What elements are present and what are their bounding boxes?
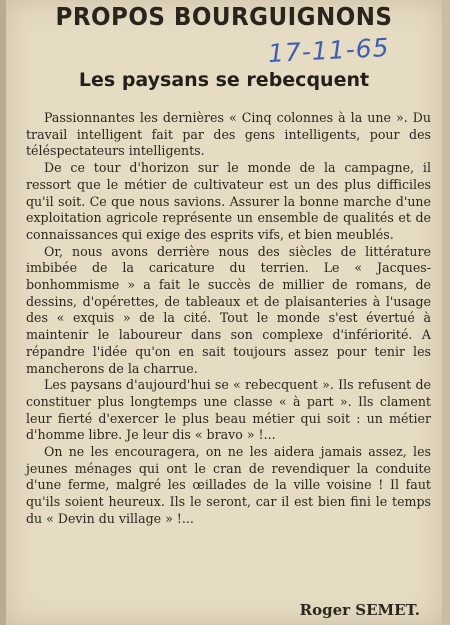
paragraph: On ne les encouragera, on ne les aidera jamais assez, les jeunes ménages qui ont le cran de revendiquer la conduite d'une ferme, malgré les œillades de la ville voisine ! Il faut qu'ils soient heureux. Ils le seront, car il est bien fini le temps du « Devin du village » !...: [26, 444, 431, 526]
author-signature: Roger SEMET.: [299, 601, 420, 619]
handwritten-date: 17-11-65: [267, 32, 391, 69]
paragraph: Passionnantes les dernières « Cinq colonnes à la une ». Du travail intelligent fait par des gens intelligents, pour des téléspectateurs intelligents.: [26, 110, 431, 159]
paragraph: Les paysans d'aujourd'hui se « rebecquent ». Ils refusent de constituer plus longtemps une classe « à part ». Ils clament leur fierté d'exercer le plus beau métier qui soit : un métier d'homme libre. Je leur dis « bravo » !...: [26, 377, 431, 443]
series-title: PROPOS BOURGUIGNONS: [55, 2, 393, 31]
article-body: [26, 110, 431, 528]
paragraph: Or, nous avons derrière nous des siècles de littérature imbibée de la caricature du terrien. Le « Jacques-bonhommisme » a fait le succès de millier de romans, de dessins, d'opérettes, de tableaux et de plaisanteries à l'usage des « exquis » de la cité. Tout le monde s'est évertué à maintenir le laboureur dans son complexe d'infériorité. A répandre l'idée qu'on en sait toujours assez pour tenir les mancherons de la charrue.: [26, 243, 431, 376]
paragraph: De ce tour d'horizon sur le monde de la campagne, il ressort que le métier de cultivateur est un des plus difficiles qu'il soit. Ce que nous savions. Assurer la bonne marche d'une exploitation agricole représente un ensemble de qualités et de connaissances qui exige des esprits vifs, et bien meublés.: [26, 160, 431, 242]
page-edge-right: [442, 0, 450, 625]
newspaper-clipping: [6, 0, 442, 625]
article-headline: Les paysans se rebecquent: [78, 69, 370, 91]
